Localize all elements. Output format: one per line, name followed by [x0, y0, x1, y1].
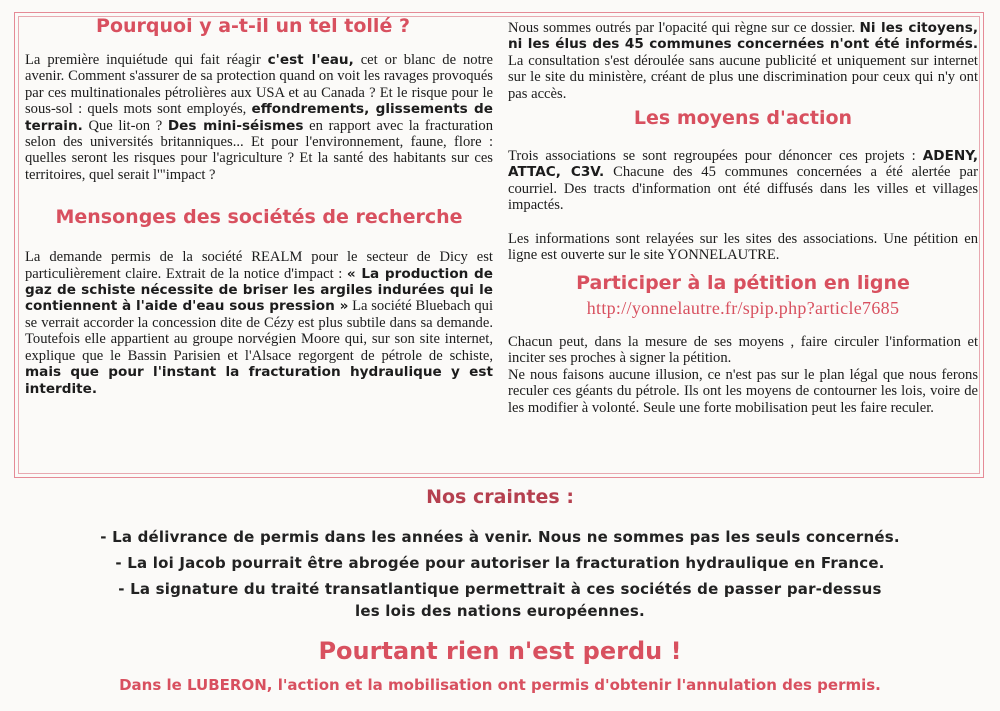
- paragraph-concerns: La première inquiétude qui fait réagir c'est l'eau, cet or blanc de notre avenir. Comment s'assurer de sa protection quand on voit les ravages provoqués par ces multinationales pétrolières aux USA et au Canada ? Et le risque pour le sous-sol : quels mots sont employés, effondrements, glissements de terrain. Que lit-on ? Des mini-séismes en rapport avec la fracturation selon des universités britanniques... Et pour l'environnement, faune, flore : quelles seront les risques pour l'agriculture ? Et la santé des habitants sur ces territoires, quel serait l'"impact ?: [25, 52, 493, 183]
- fear-item: - La délivrance de permis dans les années à venir. Nous ne sommes pas les seuls concernés.: [100, 528, 900, 546]
- quote-impact-notice: « La production de gaz de schiste nécessite de briser les argiles indurées qui le contiennent à l'aide d'eau sous pression »: [25, 265, 493, 315]
- conclusion-title: Pourtant rien n'est perdu !: [318, 637, 682, 665]
- paragraph-spread: Chacun peut, dans la mesure de ses moyens , faire circuler l'information et inciter ses proches à signer la pétition.: [508, 333, 978, 367]
- paragraph-associations: Trois associations se sont regroupées pour dénoncer ces projets : ADENY, ATTAC, C3V. Chacune des 45 communes concernées a été alertée par courriel. Des tracts d'information ont été diffusés dans les villes et villages impactés.: [508, 148, 979, 214]
- right-column: [508, 20, 978, 416]
- fears-title: Nos craintes :: [426, 486, 574, 508]
- fear-item: - La signature du traité transatlantique permettrait à ces sociétés de passer par-dessus: [118, 580, 882, 598]
- heading-why-outcry: Pourquoi y a-t-il un tel tollé ?: [96, 15, 410, 37]
- fear-item: les lois des nations européennes.: [355, 602, 645, 620]
- emphasis-forbidden: mais que pour l'instant la fracturation hydraulique y est interdite.: [25, 364, 493, 397]
- emphasis-quakes: Des mini-séismes: [167, 117, 304, 134]
- paragraph-opacity: Nous sommes outrés par l'opacité qui règne sur ce dossier. Ni les citoyens, ni les élus des 45 communes concernées n'ont été informés. La consultation s'est déroulée sans aucune publicité et uniquement sur internet sur le site du ministère, créant de plus une discrimination pour ceux qui n'y ont pas accès.: [508, 20, 978, 102]
- paragraph-no-illusion: Ne nous faisons aucune illusion, ce n'est pas sur le plan légal que nous ferons reculer ces géants du pétrole. Ils ont les moyens de contourner les lois, voire de les modifier à volonté. Seule une forte mobilisation peut les faire reculer.: [508, 366, 978, 416]
- paragraph-realm: La demande permis de la société REALM pour le secteur de Dicy est particulièrement claire. Extrait de la notice d'impact : « La production de gaz de schiste nécessite de briser les argiles indurées qui le contiennent à l'aide d'eau sous pression » La société Bluebach qui se verrait accorder la concession dite de Cézy est plus subtile dans sa demande. Toutefois elle appartient au groupe norvégien Moore qui, sur son site internet, explique que le Bassin Parisien et l'Alsace regorgent de pétrole de schiste, mais que pour l'instant la fracturation hydraulique y est interdite.: [25, 249, 493, 397]
- heading-means: Les moyens d'action: [633, 107, 853, 130]
- emphasis-collapse: effondrements, glissements de terrain.: [25, 101, 493, 134]
- heading-lies: Mensonges des sociétés de recherche: [55, 206, 463, 229]
- fear-item: - La loi Jacob pourrait être abrogée pour autoriser la fracturation hydraulique en France.: [115, 554, 885, 572]
- left-column: [25, 14, 493, 397]
- heading-petition: Participer à la pétition en ligne: [576, 272, 910, 295]
- conclusion-subtitle: Dans le LUBERON, l'action et la mobilisation ont permis d'obtenir l'annulation des permis.: [119, 676, 881, 694]
- emphasis-water: c'est l'eau,: [267, 52, 354, 68]
- emphasis-associations: ADENY, ATTAC, C3V.: [508, 148, 978, 181]
- emphasis-not-informed: Ni les citoyens, ni les élus des 45 communes concernées n'ont été informés.: [508, 20, 978, 53]
- petition-link[interactable]: http://yonnelautre.fr/spip.php?article7685: [586, 298, 900, 319]
- paragraph-relayed: Les informations sont relayées sur les sites des associations. Une pétition en ligne est ouverte sur le site YONNELAUTRE.: [508, 230, 978, 264]
